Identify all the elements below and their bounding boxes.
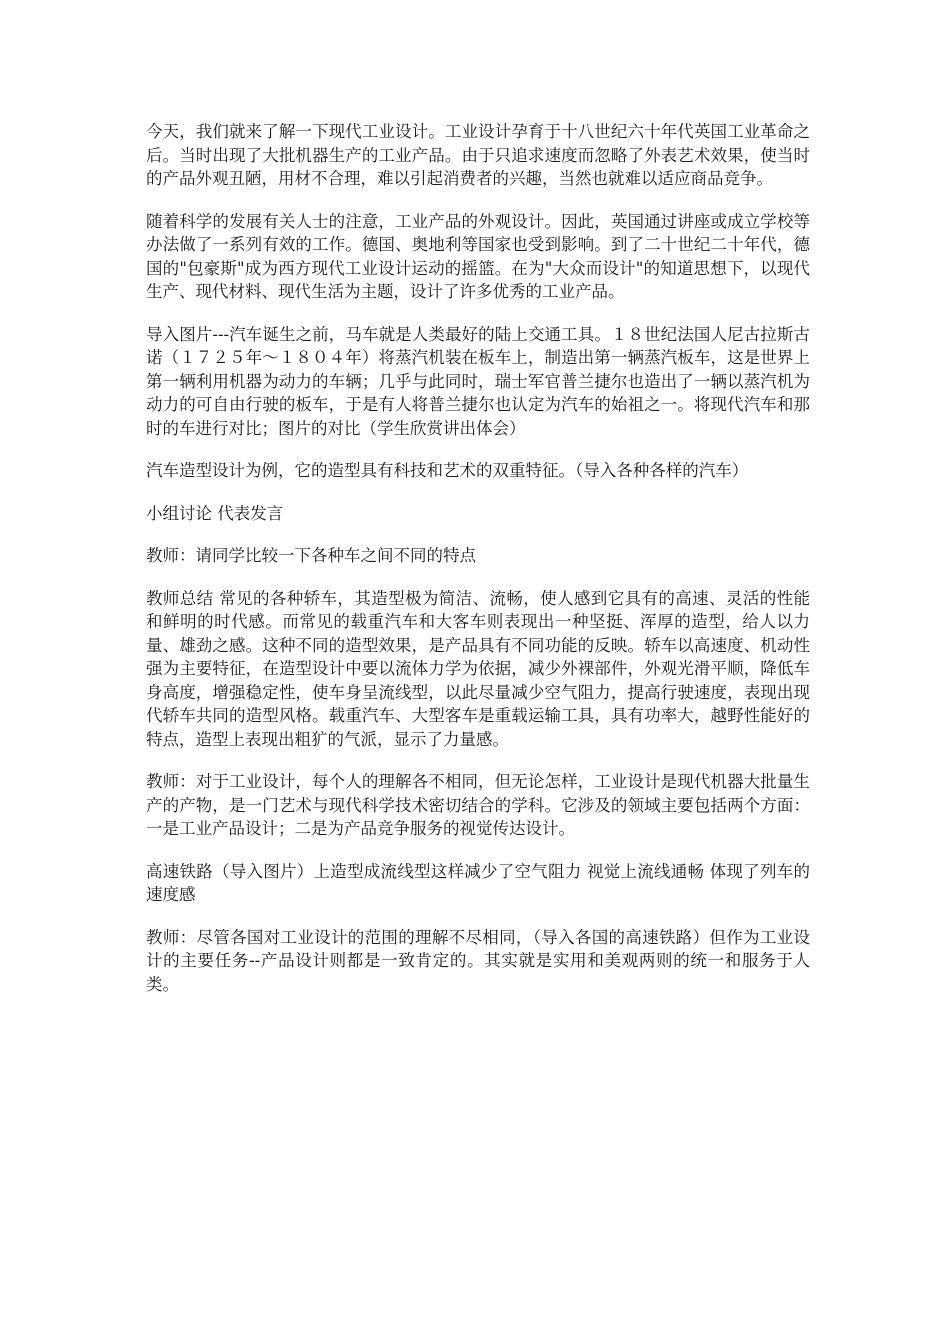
paragraph-history: 随着科学的发展有关人士的注意，工业产品的外观设计。因此，英国通过讲座或成立学校等办法做了一系列有效的工作。德国、奥地利等国家也受到影响。到了二十世纪二十年代，德国的"包豪斯"成为西方现代工业设计运动的摇篮。在为"大众而设计"的知道思想下，以现代生产、现代材料、现代生活为主题，设计了许多优秀的工业产品。 <box>146 211 810 301</box>
paragraph-high-speed-rail: 高速铁路（导入图片）上造型成流线型这样减少了空气阻力 视觉上流线通畅 体现了列车的速度感 <box>146 861 810 904</box>
paragraph-industrial-design: 教师：对于工业设计，每个人的理解各不相同，但无论怎样，工业设计是现代机器大批量生产的产物，是一门艺术与现代科学技术密切结合的学科。它涉及的领域主要包括两个方面：一是工业产品设计；二是为产品竞争服务的视觉传达设计。 <box>146 772 810 838</box>
paragraph-teacher-summary: 教师总结 常见的各种轿车，其造型极为简洁、流畅，使人感到它具有的高速、灵活的性能和鲜明的时代感。而常见的载重汽车和大客车则表现出一种坚挺、浑厚的造型，给人以力量、雄劲之感。这种不同的造型效果，是产品具有不同功能的反映。轿车以高速度、机动性强为主要特征，在造型设计中要以流体力学为依据，减少外裸部件，外观光滑平顺，降低车身高度，增强稳定性，使车身呈流线型，以此尽量减少空气阻力，提高行驶速度，表现出现代轿车共同的造型风格。载重汽车、大型客车是重载运输工具，具有功率大，越野性能好的特点，造型上表现出粗犷的气派，显示了力量感。 <box>146 588 810 749</box>
paragraph-teacher-question: 教师：请同学比较一下各种车之间不同的特点 <box>146 546 476 565</box>
paragraph-conclusion: 教师：尽管各国对工业设计的范围的理解不尽相同，（导入各国的高速铁路）但作为工业设计的主要任务--产品设计则都是一致肯定的。其实就是实用和美观两则的统一和服务于人类。 <box>146 927 810 994</box>
document-body <box>146 120 810 1015</box>
paragraph-car-design: 汽车造型设计为例，它的造型具有科技和艺术的双重特征。（导入各种各样的汽车） <box>146 461 749 480</box>
paragraph-intro: 今天，我们就来了解一下现代工业设计。工业设计孕育于十八世纪六十年代英国工业革命之后。当时出现了大批机器生产的工业产品。由于只追求速度而忽略了外表艺术效果，使当时的产品外观丑陋，用材不合理，难以引起消费者的兴趣，当然也就难以适应商品竞争。 <box>146 122 810 188</box>
paragraph-group-discussion: 小组讨论 代表发言 <box>146 503 284 523</box>
paragraph-car-origin: 导入图片---汽车诞生之前，马车就是人类最好的陆上交通工具。１８世纪法国人尼古拉斯古诺（１７２５年～１８０４年）将蒸汽机装在板车上，制造出第一辆蒸汽板车，这是世界上第一辆利用机器为动力的车辆；几乎与此同时，瑞士军官普兰捷尔也造出了一辆以蒸汽机为动力的可自由行驶的板车，于是有人将普兰捷尔也认定为汽车的始祖之一。将现代汽车和那时的车进行对比；图片的对比（学生欣赏讲出体会） <box>146 324 810 438</box>
